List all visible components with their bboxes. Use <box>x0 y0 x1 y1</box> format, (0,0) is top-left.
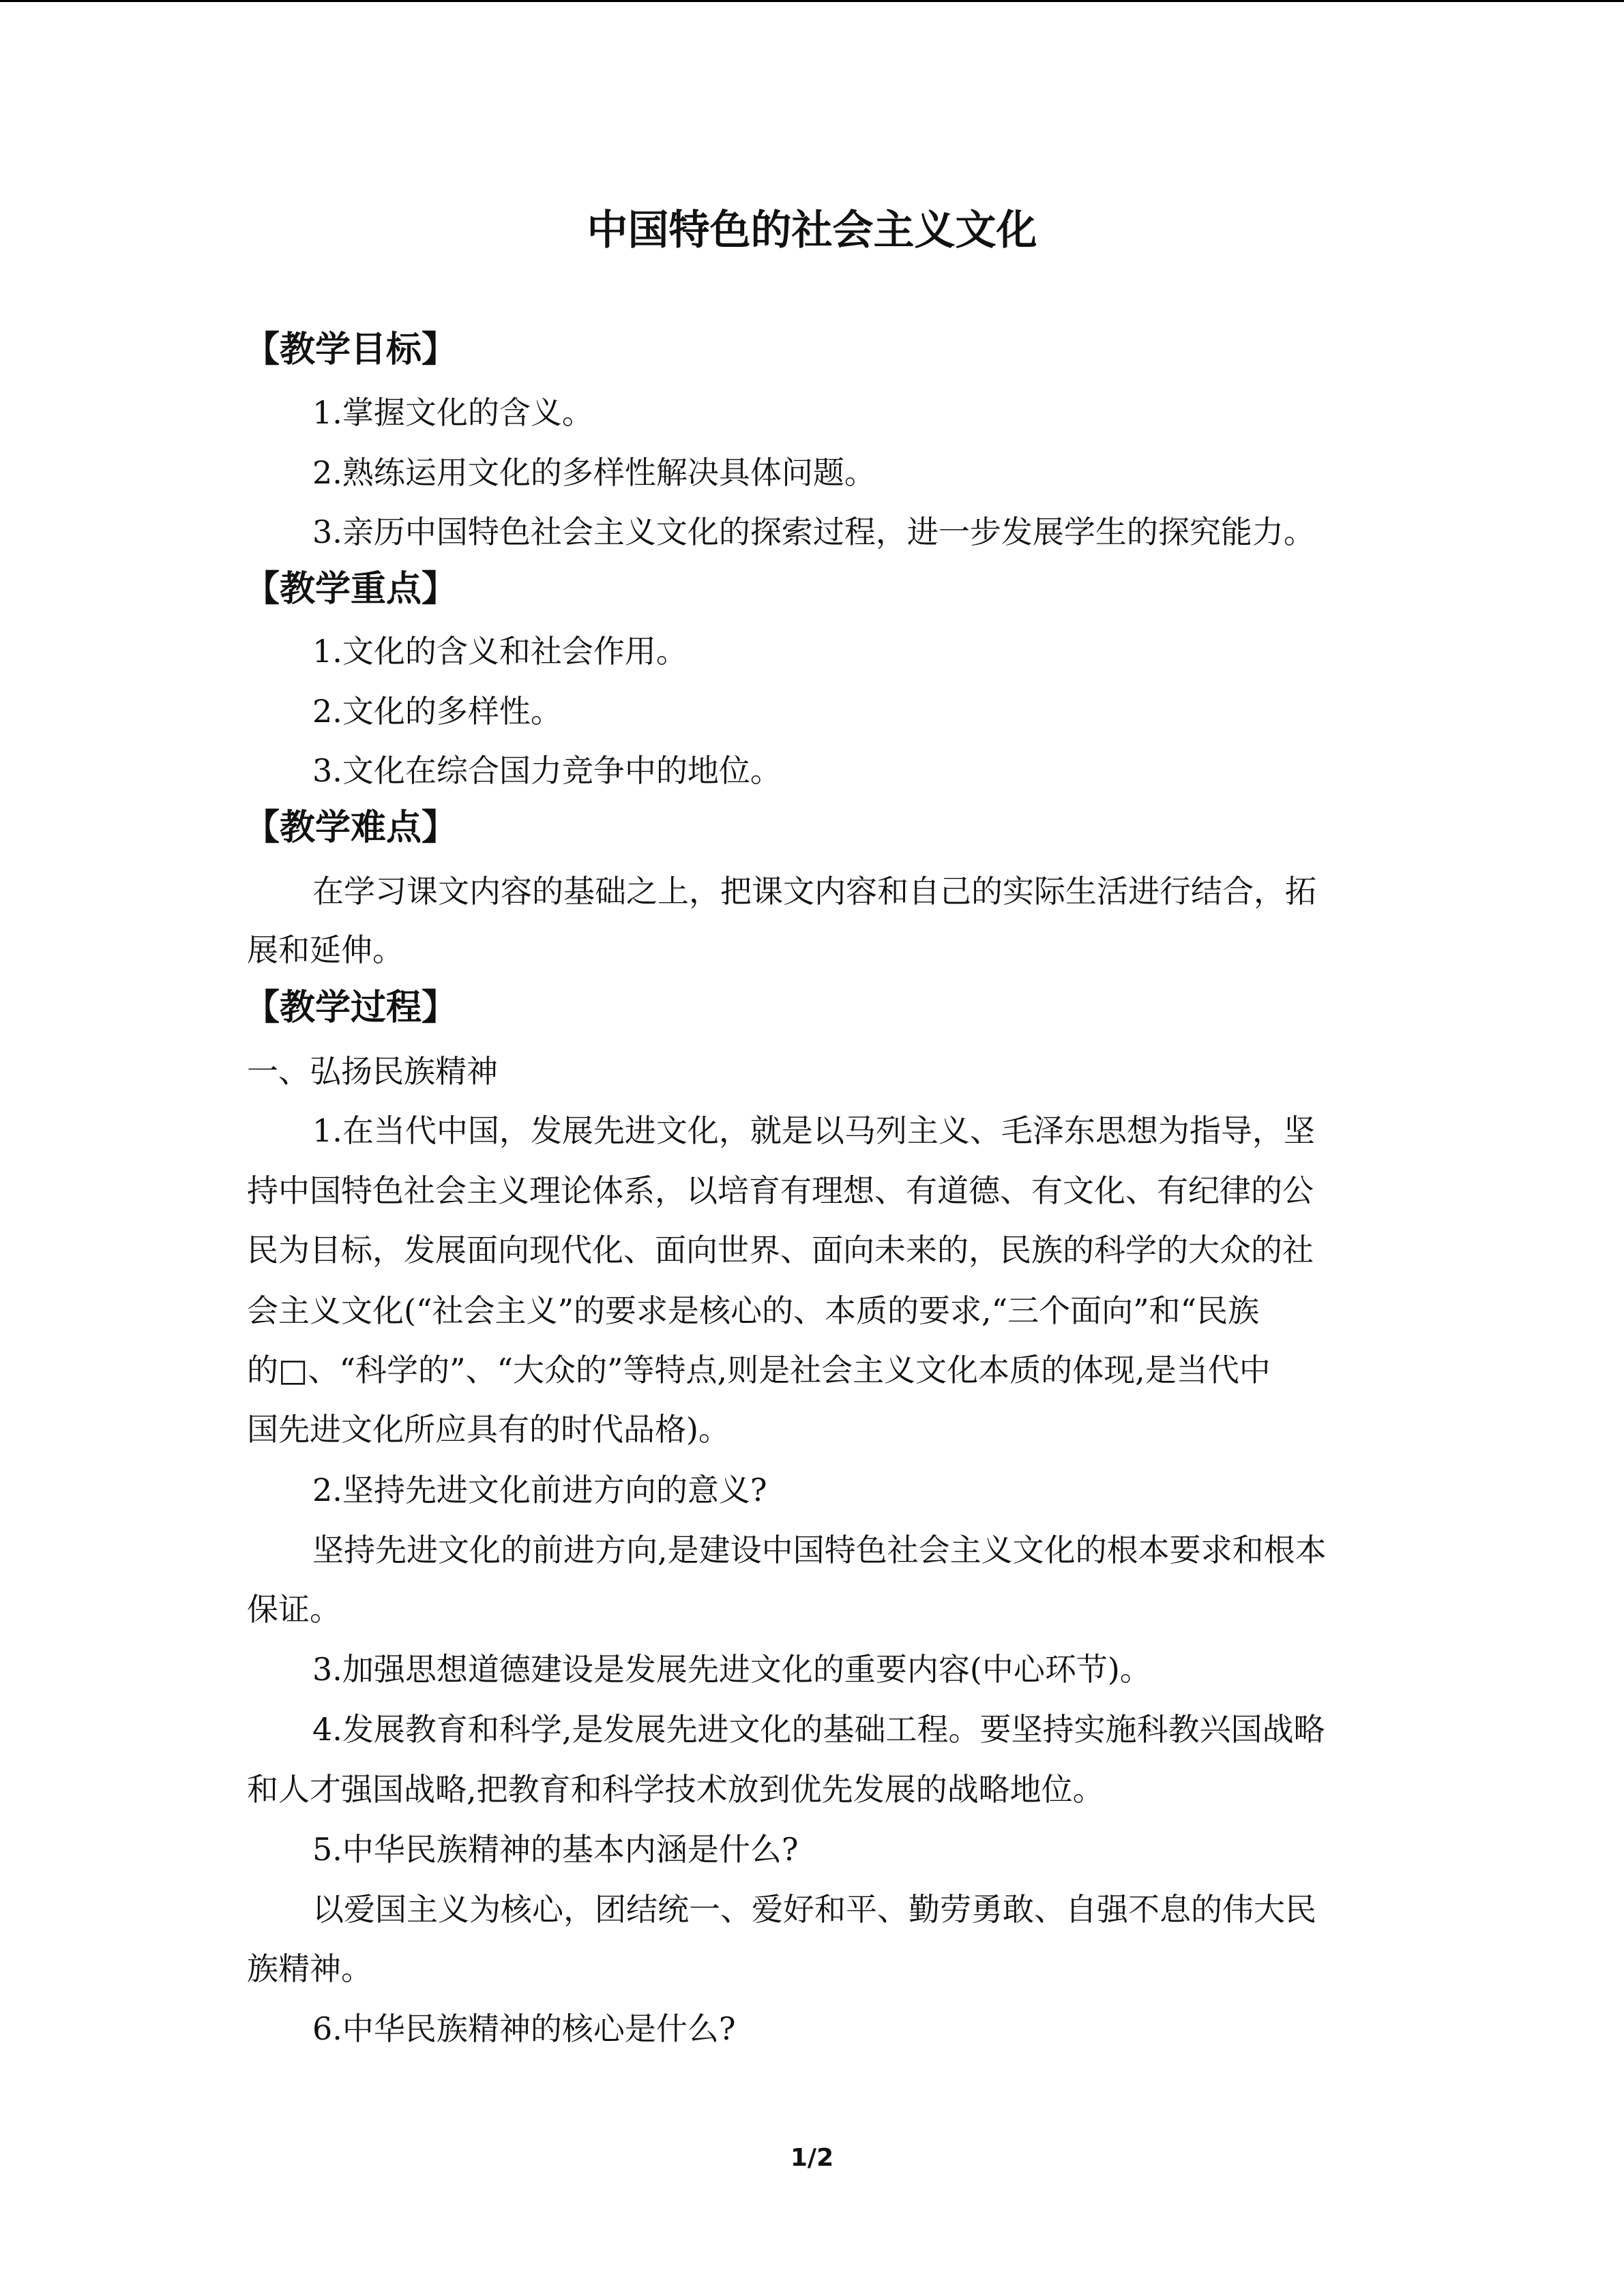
section-heading-key-points: 【教学重点】 <box>244 569 458 610</box>
paragraph-line: 的□、“科学的”、“大众的”等特点,则是社会主义文化本质的体现,是当代中 <box>247 1352 1271 1388</box>
section-heading-difficulties: 【教学难点】 <box>244 807 458 848</box>
paragraph-line: 会主义文化(“社会主义”的要求是核心的、本质的要求,“三个面向”和“民族 <box>247 1292 1260 1329</box>
paragraph-line: 保证。 <box>247 1591 341 1628</box>
paragraph-line: 族精神。 <box>247 1950 372 1987</box>
paragraph-line: 持中国特色社会主义理论体系，以培育有理想、有道德、有文化、有纪律的公 <box>247 1172 1314 1209</box>
paragraph-line: 国先进文化所应具有的时代品格)。 <box>247 1411 730 1448</box>
top-border-line <box>0 0 1624 2</box>
paragraph-line: 1.在当代中国，发展先进文化，就是以马列主义、毛泽东思想为指导，坚 <box>312 1112 1315 1149</box>
difficulty-paragraph-line: 在学习课文内容的基础之上，把课文内容和自己的实际生活进行结合，拓 <box>312 873 1316 910</box>
key-point-item: 3.文化在综合国力竞争中的地位。 <box>312 752 782 789</box>
paragraph-line: 3.加强思想道德建设是发展先进文化的重要内容(中心环节)。 <box>312 1651 1151 1688</box>
section-heading-objectives: 【教学目标】 <box>244 329 458 370</box>
process-subheading: 一、弘扬民族精神 <box>247 1053 498 1090</box>
question-line: 2.坚持先进文化前进方向的意义? <box>312 1472 767 1508</box>
paragraph-line: 以爱国主义为核心，团结统一、爱好和平、勤劳勇敢、自强不息的伟大民 <box>312 1891 1316 1928</box>
paragraph-line: 坚持先进文化的前进方向,是建设中国特色社会主义文化的根本要求和根本 <box>312 1532 1327 1568</box>
key-point-item: 2.文化的多样性。 <box>312 693 562 730</box>
section-heading-process: 【教学过程】 <box>244 987 458 1028</box>
key-point-item: 1.文化的含义和社会作用。 <box>312 633 688 670</box>
question-line: 5.中华民族精神的基本内涵是什么? <box>312 1831 799 1868</box>
document-title: 中国特色的社会主义文化 <box>587 207 1037 254</box>
question-line: 6.中华民族精神的核心是什么? <box>312 2010 736 2047</box>
paragraph-line: 4.发展教育和科学,是发展先进文化的基础工程。要坚持实施科教兴国战略 <box>312 1711 1325 1748</box>
page-number: 1/2 <box>790 2144 834 2172</box>
objective-item: 2.熟练运用文化的多样性解决具体问题。 <box>312 454 876 491</box>
paragraph-line: 民为目标，发展面向现代化、面向世界、面向未来的，民族的科学的大众的社 <box>247 1232 1314 1268</box>
objective-item: 1.掌握文化的含义。 <box>312 394 593 431</box>
paragraph-line: 和人才强国战略,把教育和科学技术放到优先发展的战略地位。 <box>247 1771 1104 1808</box>
difficulty-paragraph-line: 展和延伸。 <box>247 931 404 968</box>
objective-item: 3.亲历中国特色社会主义文化的探索过程，进一步发展学生的探究能力。 <box>312 513 1315 550</box>
